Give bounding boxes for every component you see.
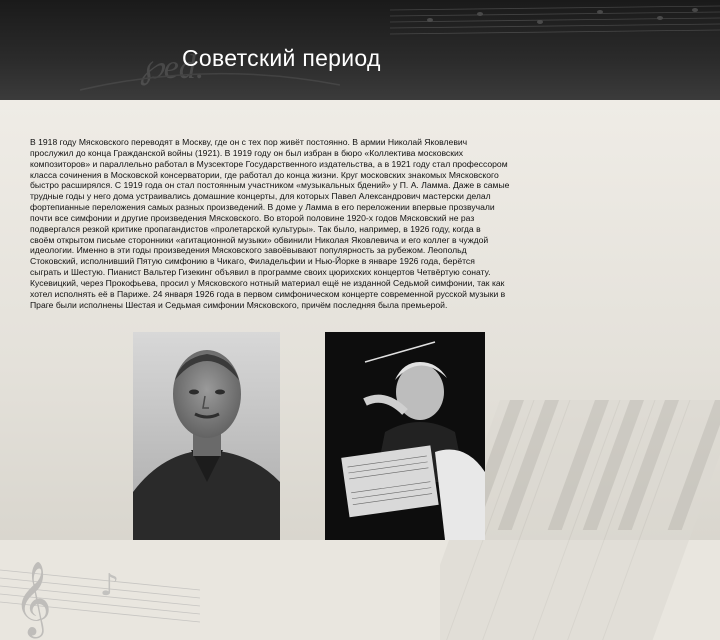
body-line: своём открытом письме сторонники «агитационной музыки» обвинили Николая Яковлевича и его коллег в чуждой (30, 234, 489, 245)
body-line: Стоковский, исполнивший Пятую симфонию в Чикаго, Филадельфии и Нью-Йорке в январе 1926 года, берётся (30, 256, 475, 267)
body-line: фортепианные переложения самых разных произведений. В доме у Ламма в его переложении впервые прозвучали (30, 202, 495, 213)
body-line: Кусевицкий, через Прокофьева, просил у Мясковского нотный материал ещё не изданной Седьмой симфонии, так как (30, 277, 505, 288)
header-band (0, 0, 720, 100)
slide-title: Советский период (182, 45, 381, 71)
body-line: класса сочинения в Московской консерватории, где работал до конца жизни. Круг московских знакомых Мясковского (30, 169, 499, 180)
svg-text:𝄞: 𝄞 (14, 562, 52, 636)
slide-body-text (30, 137, 630, 311)
svg-text:♪: ♪ (100, 568, 120, 603)
body-line: Праге были исполнены Шестая и Седьмая симфонии Мясковского, причём последняя была премьерой. (30, 299, 448, 310)
body-line: трудные годы у него дома устраивались домашние концерты, для которых Павел Александрович мастерски делал (30, 191, 491, 202)
body-line: В 1918 году Мясковского переводят в Москву, где он с тех пор живёт постоянно. В армии Николай Яковлевич (30, 137, 468, 147)
body-line: подвергался резкой критике пропагандистов «пролетарской культуры». Так было, например, в 1926 году, когда в (30, 223, 481, 234)
body-line: композиторов» и параллельно работал в Музсекторе Государственного издательства, а в 1921 году стал профессором (30, 158, 508, 169)
body-line: почти все симфонии и другие произведения Мясковского. Во второй половине 1920-х годов Мясковский не раз (30, 212, 475, 223)
svg-text:℘ed.: ℘ed. (140, 49, 205, 86)
portrait-photo (133, 332, 280, 540)
body-line: сыграть и Шестую. Пианист Вальтер Гизекинг объявил в программе своих цюрихских концертов Четвёртую сонату. (30, 267, 491, 278)
conductor-photo (325, 332, 485, 540)
body-line: идеологии. Именно в эти годы произведения Мясковского завоёвывают популярность за рубежом. Леопольд (30, 245, 467, 256)
music-score-decoration (390, 0, 720, 100)
body-line: хотел исполнять её в Париже. 24 января 1926 года в первом симфоническом концерте современной русской музыки в (30, 288, 506, 299)
body-line: прослужил до конца Гражданской войны (1921). В 1919 году он был избран в бюро «Коллектива московских (30, 147, 464, 158)
body-line: быстро расширялся. С 1919 года он стал постоянным участником «музыкальных бдений» у П. А. Ламма. Даже в самые (30, 180, 510, 191)
